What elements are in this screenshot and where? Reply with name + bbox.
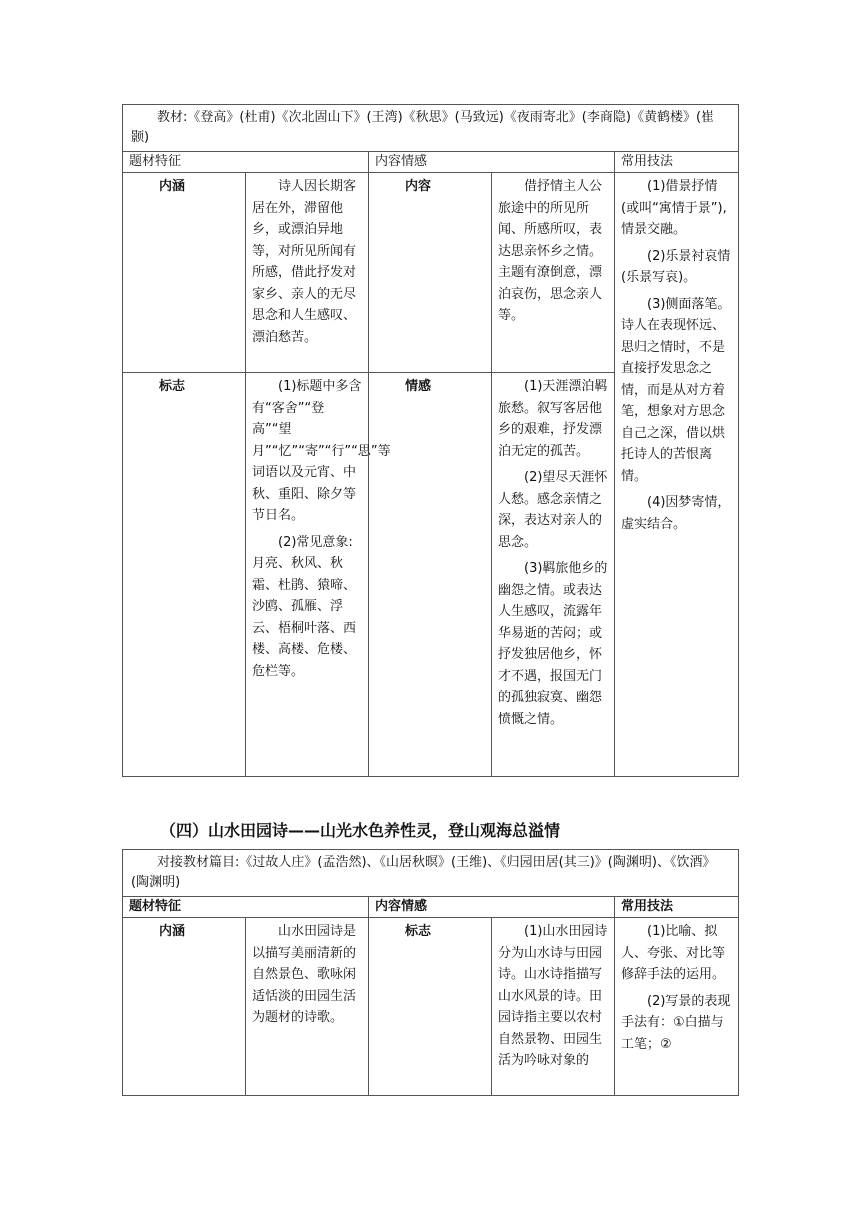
- technique-item: (3)侧面落笔。诗人在表现怀远、思归之情时，不是直接抒发思念之情，而是从对方着笔，想象对方思念自己之深，借以烘托诗人的苦恨离情。: [621, 296, 731, 484]
- label-connotation: 内涵: [123, 173, 246, 373]
- label-emotion: 情感: [369, 373, 492, 777]
- technique-item: (2)写景的表现手法有：①白描与工笔；②: [621, 993, 731, 1052]
- connotation-text: 诗人因长期客居在外，滞留他乡，或漂泊异地等，对所见所闻有所感，借此抒发对家乡、亲人的无尽思念和人生感叹、漂泊愁苦。: [246, 173, 369, 373]
- header-theme-features-2: 题材特征: [123, 897, 369, 918]
- techniques-cell-2: [615, 918, 739, 1096]
- technique-item: (1)比喻、拟人、夸张、对比等修辞手法的运用。: [621, 924, 726, 982]
- label-content: 内容: [369, 173, 492, 373]
- label-marker-2: 标志: [369, 918, 492, 1096]
- header-content-emotion: 内容情感: [369, 152, 615, 173]
- header-techniques-2: 常用技法: [615, 897, 739, 918]
- landscape-poetry-table: [122, 849, 739, 1096]
- marker-text-2: (1)山水田园诗分为山水诗与田园诗。山水诗指描写山水风景的诗。田园诗指主要以农村自然景物、田园生活为吟咏对象的: [492, 918, 615, 1096]
- label-marker: 标志: [123, 373, 246, 777]
- label-connotation-2: 内涵: [123, 918, 246, 1096]
- textbook-intro-2: 对接教材篇目:《过故人庄》(孟浩然)、《山居秋暝》(王维)、《归园田居(其三)》(陶渊明)、《饮酒》(陶渊明): [123, 850, 739, 897]
- content-text: 借抒情主人公旅途中的所见所闻、所感所叹，表达思亲怀乡之情。主题有潦倒意，漂泊哀伤，思念亲人等。: [492, 173, 615, 373]
- section-heading: （四）山水田园诗——山光水色养性灵，登山观海总溢情: [160, 821, 561, 840]
- marker-text: (1)标题中多含有“客舍”“登高”“望月”“忆”“寄”“行”“思”等词语以及元宵、中秋、重阳、除夕等节日名。 (2)常见意象:月亮、秋风、秋霜、杜鹃、猿啼、沙鸥、孤雁、浮云、梧桐叶落、西楼、高楼、危楼、危栏等。: [246, 373, 369, 777]
- connotation-text-2: 山水田园诗是以描写美丽清新的自然景色、歌咏闲适恬淡的田园生活为题材的诗歌。: [246, 918, 369, 1096]
- header-content-emotion-2: 内容情感: [369, 897, 615, 918]
- technique-item: (2)乐景衬哀情(乐景写哀)。: [621, 248, 731, 285]
- techniques-cell: [615, 173, 739, 777]
- textbook-intro: 教材:《登高》(杜甫)《次北固山下》(王湾)《秋思》(马致远)《夜雨寄北》(李商隐)《黄鹤楼》(崔颢): [123, 105, 739, 152]
- emotion-text: (1)天涯漂泊羁旅愁。叙写客居他乡的艰难，抒发漂泊无定的孤苦。 (2)望尽天涯怀人愁。感念亲情之深，表达对亲人的思念。 (3)羁旅他乡的幽怨之情。或表达人生感叹，流露年华易逝的苦闷；或抒发独居他乡，怀才不遇，报国无门的孤独寂寞、幽怨愤慨之情。: [492, 373, 615, 777]
- header-theme-features: 题材特征: [123, 152, 369, 173]
- header-techniques: 常用技法: [615, 152, 739, 173]
- homesick-poetry-table: [122, 104, 739, 777]
- technique-item: (4)因梦寄情，虚实结合。: [621, 495, 731, 532]
- technique-item: (1)借景抒情(或叫“寓情于景”),情景交融。: [621, 179, 727, 237]
